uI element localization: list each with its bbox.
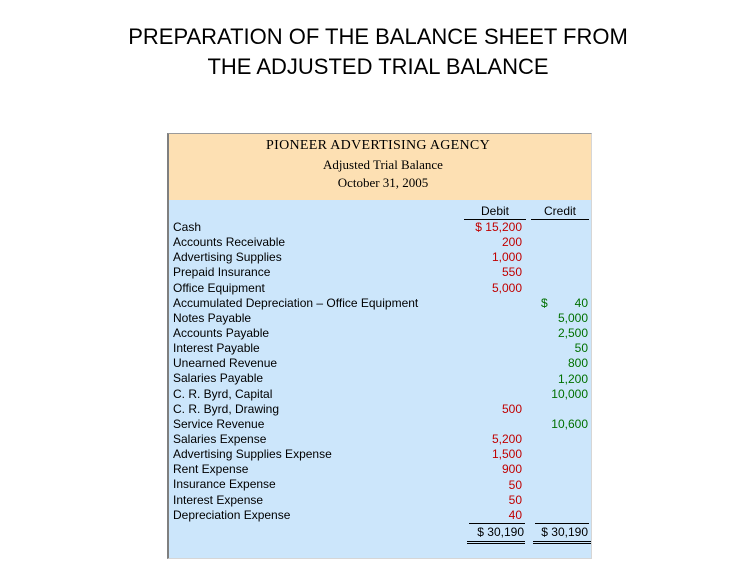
credit-value: 2,500 — [557, 326, 588, 341]
credit-total-rule — [535, 523, 589, 524]
total-debit: $ 30,190 — [477, 525, 524, 539]
account-name: C. R. Byrd, Drawing — [173, 401, 280, 416]
credit-amount — [525, 342, 588, 355]
credit-amount — [525, 297, 588, 310]
debit-amount: 1,000 — [491, 250, 522, 265]
account-name: Office Equipment — [173, 280, 265, 295]
credit-double-underline — [533, 541, 591, 544]
credit-value: 1,200 — [557, 371, 588, 386]
debit-amount: 5,000 — [491, 280, 522, 295]
debit-double-underline — [467, 541, 525, 544]
account-name: Salaries Payable — [173, 371, 264, 386]
account-name: Accounts Payable — [173, 325, 270, 340]
credit-amount — [525, 388, 588, 401]
debit-amount: 5,200 — [491, 432, 522, 447]
debit-amount: $ 15,200 — [475, 220, 522, 234]
account-name: C. R. Byrd, Capital — [173, 386, 273, 401]
debit-amount: 40 — [508, 507, 522, 522]
slide-title-line-1: PREPARATION OF THE BALANCE SHEET FROM — [128, 24, 628, 49]
account-name: Cash — [173, 220, 202, 234]
debit-amount: 500 — [501, 401, 522, 416]
account-name: Depreciation Expense — [173, 507, 291, 522]
debit-amount: 200 — [501, 235, 522, 250]
debit-amount: 550 — [501, 265, 522, 280]
debit-amount: 1,500 — [491, 447, 522, 462]
debit-amount: 50 — [508, 477, 522, 492]
company-name: PIONEER ADVERTISING AGENCY — [266, 138, 490, 153]
statement-name: Adjusted Trial Balance — [323, 157, 443, 172]
account-name: Salaries Expense — [173, 431, 267, 446]
account-name: Service Revenue — [173, 416, 265, 431]
slide-title-line-2: THE ADJUSTED TRIAL BALANCE — [207, 54, 549, 79]
debit-amount: 50 — [508, 492, 522, 507]
account-name: Interest Payable — [173, 341, 260, 356]
account-name: Unearned Revenue — [173, 356, 278, 371]
debit-total-rule — [469, 523, 525, 524]
account-name: Accumulated Depreciation – Office Equipment — [173, 295, 419, 310]
slide-title — [0, 22, 756, 82]
credit-dollar-sign: $ — [541, 295, 548, 310]
credit-amount — [525, 312, 588, 325]
credit-amount — [525, 357, 588, 370]
credit-amount — [525, 327, 588, 340]
account-name: Prepaid Insurance — [173, 265, 271, 280]
account-name: Rent Expense — [173, 462, 249, 477]
account-list — [173, 221, 418, 524]
account-name: Accounts Receivable — [173, 235, 286, 250]
credit-column-header: Credit — [543, 204, 576, 218]
credit-value: 10,000 — [551, 386, 588, 401]
debit-amount: 900 — [501, 462, 522, 477]
debit-column-header: Debit — [480, 204, 509, 218]
credit-value: 40 — [574, 295, 588, 310]
credit-value: 50 — [574, 341, 588, 356]
credit-value: 10,600 — [551, 416, 588, 431]
credit-amount — [525, 418, 588, 431]
credit-value: 5,000 — [557, 310, 588, 325]
account-name: Insurance Expense — [173, 477, 276, 492]
statement-header — [169, 134, 591, 201]
credit-value: 800 — [567, 356, 588, 371]
account-name: Advertising Supplies — [173, 250, 282, 265]
account-name: Notes Payable — [173, 310, 252, 325]
credit-amount — [525, 373, 588, 386]
credit-header-underline — [531, 219, 589, 220]
account-name: Advertising Supplies Expense — [173, 447, 332, 462]
account-name: Interest Expense — [173, 492, 264, 507]
statement-date: October 31, 2005 — [337, 175, 429, 190]
total-credit: $ 30,190 — [541, 525, 588, 539]
